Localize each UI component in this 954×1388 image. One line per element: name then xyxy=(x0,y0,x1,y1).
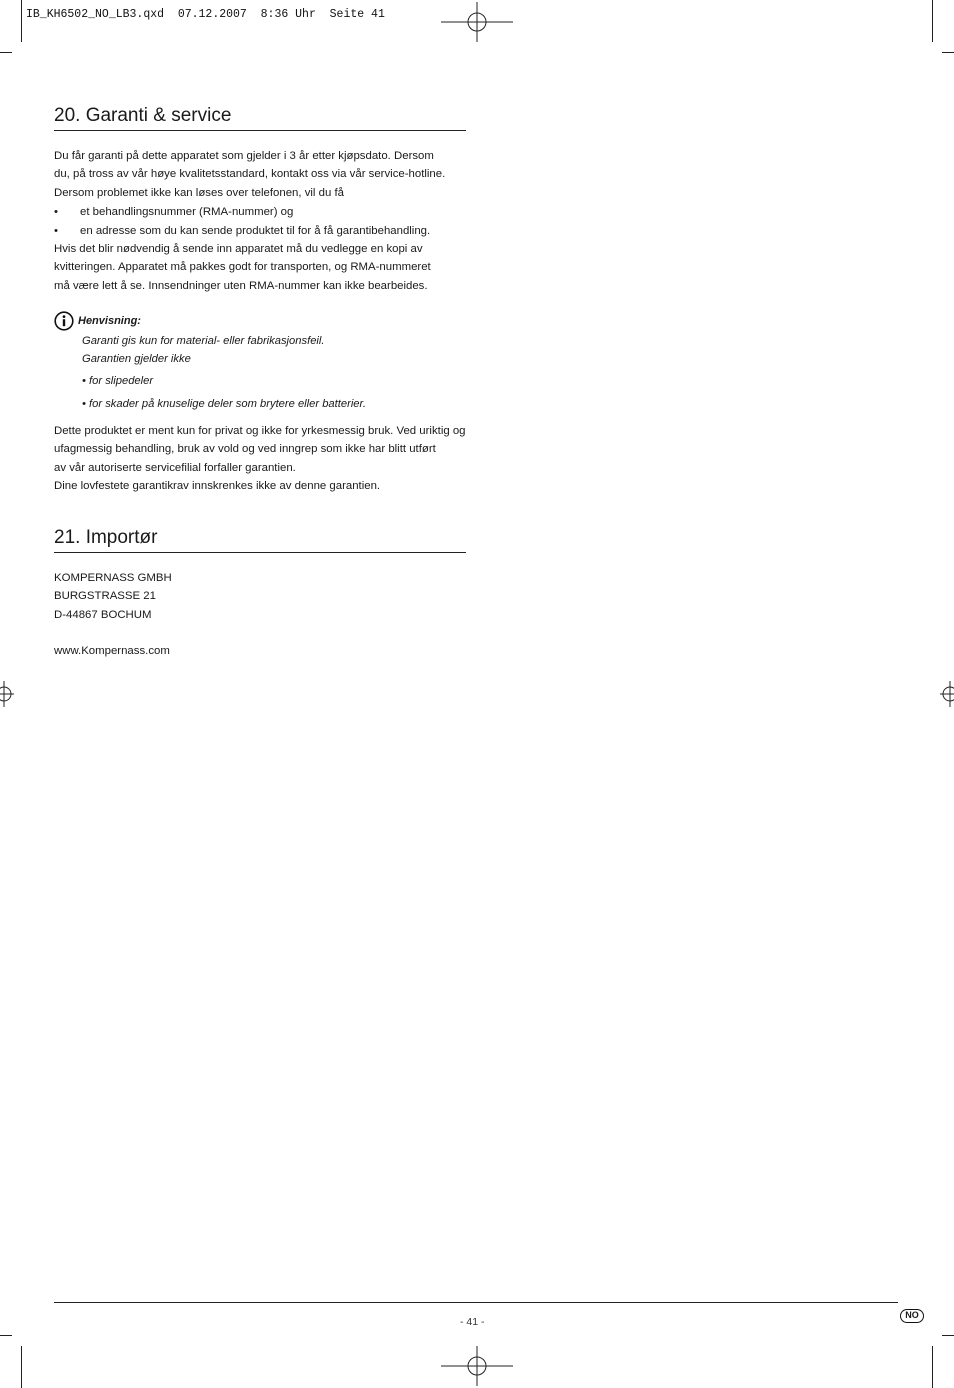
crop-mark-bottom-right-h xyxy=(942,1335,954,1336)
text-line: ufagmessig behandling, bruk av vold og ved inngrep som ikke har blitt utført xyxy=(54,443,436,456)
importer-address xyxy=(54,569,474,661)
registration-mark-left-icon xyxy=(0,681,22,707)
text-line: kvitteringen. Apparatet må pakkes godt for transporten, og RMA-nummeret xyxy=(54,261,431,274)
text-line: du, på tross av vår høye kvalitetsstandard, kontakt oss via vår service-hotline. xyxy=(54,168,446,181)
list-item: • en adresse som du kan sende produktet til for å få garantibehandling. xyxy=(54,224,431,237)
text-line: må være lett å se. Innsendninger uten RMA-nummer kan ikke bearbeides. xyxy=(54,279,428,292)
note-bullet: • for skader på knuselige deler som brytere eller batterier. xyxy=(82,397,366,410)
garanti-closing xyxy=(54,422,474,496)
note-body xyxy=(82,333,472,413)
language-badge: NO xyxy=(900,1309,924,1323)
text-line: Dette produktet er ment kun for privat og ikke for yrkesmessig bruk. Ved uriktig og xyxy=(54,425,466,437)
note-label: Henvisning: xyxy=(78,315,141,327)
note-header xyxy=(54,311,141,331)
list-item: • et behandlingsnummer (RMA-nummer) og xyxy=(54,206,294,219)
address-line: KOMPERNASS GMBH xyxy=(54,572,172,584)
section-heading-importor: 21. Importør xyxy=(54,526,466,553)
note-line: Garantien gjelder ikke xyxy=(82,352,191,365)
text-line: av vår autoriserte servicefilial forfaller garantien. xyxy=(54,461,296,474)
footer-rule xyxy=(54,1302,898,1303)
registration-mark-top-icon xyxy=(441,2,513,42)
section-heading-garanti: 20. Garanti & service xyxy=(54,104,466,131)
crop-mark-top-left-h xyxy=(0,52,12,53)
address-line: BURGSTRASSE 21 xyxy=(54,590,156,603)
crop-mark-bottom-right xyxy=(932,1346,933,1388)
crop-mark-top-right xyxy=(932,0,933,42)
note-line: Garanti gis kun for material- eller fabrikasjonsfeil. xyxy=(82,335,325,347)
file-slug: IB_KH6502_NO_LB3.qxd 07.12.2007 8:36 Uhr Seite 41 xyxy=(26,8,385,21)
crop-mark-bottom-left xyxy=(21,1346,22,1388)
crop-mark-top-right-h xyxy=(942,52,954,53)
address-line: D-44867 BOCHUM xyxy=(54,608,152,621)
crop-mark-top-left xyxy=(21,0,22,42)
text-line: Hvis det blir nødvendig å sende inn apparatet må du vedlegge en kopi av xyxy=(54,243,423,256)
registration-mark-bottom-icon xyxy=(441,1346,513,1386)
text-line: Dine lovfestete garantikrav innskrenkes ikke av denne garantien. xyxy=(54,480,381,493)
crop-mark-bottom-left-h xyxy=(0,1335,12,1336)
garanti-body xyxy=(54,147,474,295)
note-bullet: • for slipedeler xyxy=(82,375,154,387)
page-number: - 41 - xyxy=(460,1316,485,1328)
website-link[interactable]: www.Kompernass.com xyxy=(54,645,170,658)
registration-mark-right-icon xyxy=(932,681,954,707)
text-line: Du får garanti på dette apparatet som gjelder i 3 år etter kjøpsdato. Dersom xyxy=(54,150,434,162)
text-line: Dersom problemet ikke kan løses over telefonen, vil du få xyxy=(54,186,344,199)
info-icon xyxy=(54,311,74,331)
